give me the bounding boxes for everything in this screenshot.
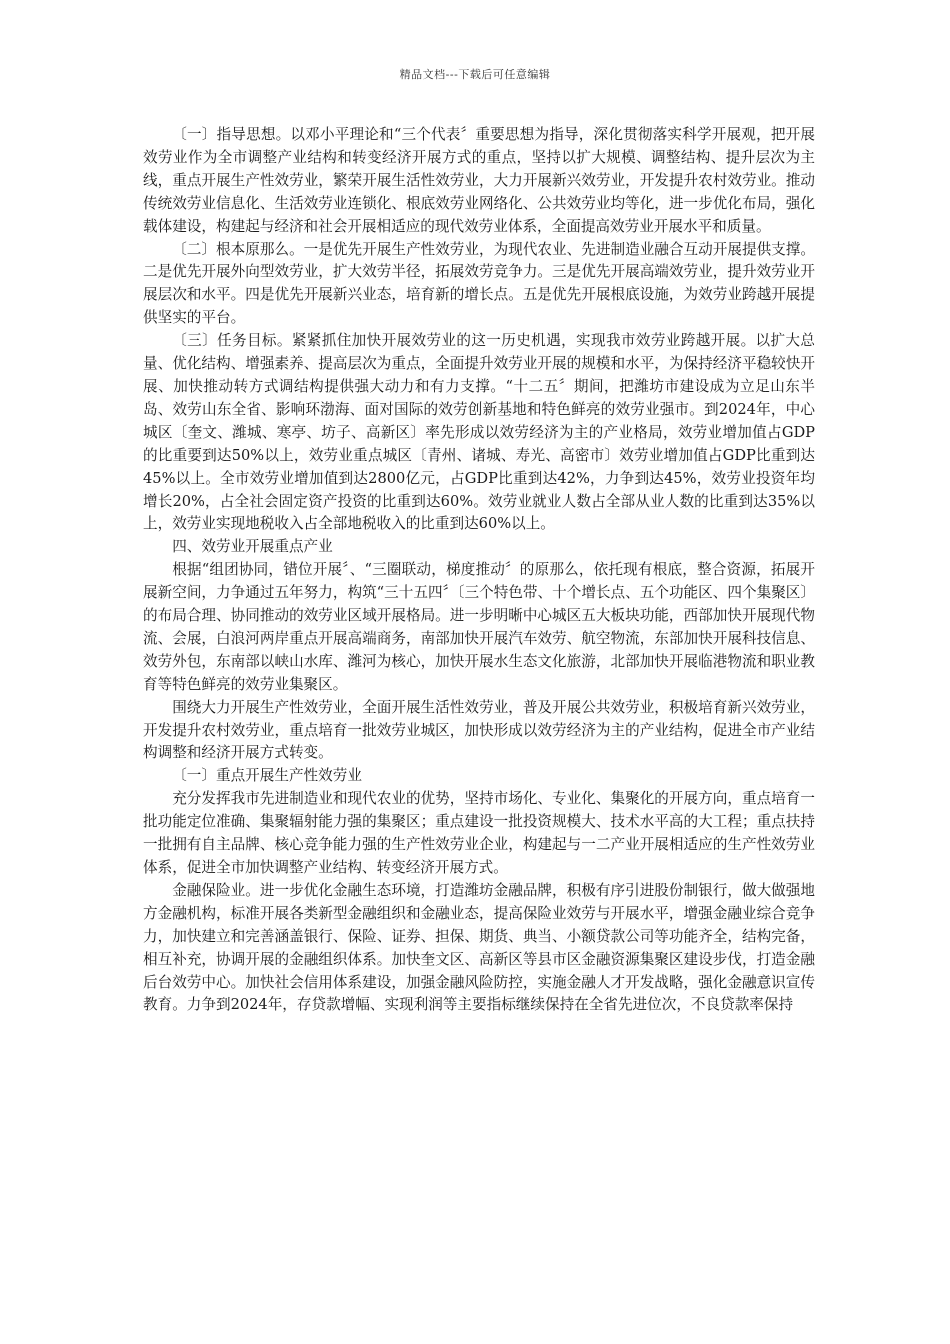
paragraph-producer-services: 充分发挥我市先进制造业和现代农业的优势，坚持市场化、专业化、集聚化的开展方向，重点培育一批功能定位准确、集聚辐射能力强的集聚区；重点建设一批投资规模大、技术水平高的大工程；重点扶持一批拥有自主品牌、核心竞争能力强的生产性效劳业企业，构建起与一二产业开展相适应的生产性效劳业体系，促进全市加快调整产业结构、转变经济开展方式。 [143, 790, 815, 876]
paragraph-basic-principles: 〔二〕根本原那么。一是优先开展生产性效劳业，为现代农业、先进制造业融合互动开展提供支撑。二是优先开展外向型效劳业，扩大效劳半径，拓展效劳竞争力。三是优先开展高端效劳业，提升效劳业开展层次和水平。四是优先开展新兴业态，培育新的增长点。五是优先开展根底设施，为效劳业跨越开展提供坚实的平台。 [143, 240, 815, 327]
page-header: 精品文档---下载后可任意编辑 [399, 68, 551, 81]
paragraph-guiding-thought: 〔一〕指导思想。以邓小平理论和“三个代表〞重要思想为指导，深化贯彻落实科学开展观，把开展效劳业作为全市调整产业结构和转变经济开展方式的重点，坚持以扩大规模、调整结构、提升层次为主线，重点开展生产性效劳业，繁荣开展生活性效劳业，大力开展新兴效劳业，开发提升农村效劳业。推动传统效劳业信息化、生活效劳业连锁化、根底效劳业网络化、公共效劳业均等化，进一步优化布局，强化载体建设，构建起与经济和社会开展相适应的现代效劳业体系，全面提高效劳业开展水平和质量。 [143, 126, 815, 235]
section-heading-key-industries: 四、效劳业开展重点产业 [172, 538, 333, 556]
paragraph-finance-insurance: 金融保险业。进一步优化金融生态环境，打造潍坊金融品牌，积极有序引进股份制银行，做大做强地方金融机构，标准开展各类新型金融组织和金融业态，提高保险业效劳与开展水平，增强金融业综合竞争力，加快建立和完善涵盖银行、保险、证券、担保、期货、典当、小额贷款公司等功能齐全，结构完备，相互补充，协调开展的金融组织体系。加快奎文区、高新区等县市区金融资源集聚区建设步伐，打造金融后台效劳中心。加快社会信用体系建设，加强金融风险防控，实施金融人才开发战略，强化金融意识宣传教育。力争到2024年，存贷款增幅、实现利润等主要指标继续保持在全省先进位次，不良贷款率保持 [143, 881, 815, 1014]
paragraph-regional-layout: 根据“组团协同，错位开展〞、“三圈联动，梯度推动〞的原那么，依托现有根底，整合资源，拓展开展新空间，力争通过五年努力，构筑“三十五四〞〔三个特色带、十个增长点、五个功能区、四个集聚区〕的布局合理、协同推动的效劳业区域开展格局。进一步明晰中心城区五大板块功能，西部加快开展现代物流、会展，白浪河两岸重点开展高端商务，南部加快开展汽车效劳、航空物流，东部加快开展科技信息、效劳外包，东南部以峡山水库、潍河为核心，加快开展水生态文化旅游，北部加快开展临港物流和职业教育等特色鲜亮的效劳业集聚区。 [143, 561, 815, 693]
paragraph-industry-structure: 围绕大力开展生产性效劳业，全面开展生活性效劳业，普及开展公共效劳业，积极培育新兴效劳业，开发提升农村效劳业，重点培育一批效劳业城区，加快形成以效劳经济为主的产业结构，促进全市产业结构调整和经济开展方式转变。 [143, 698, 815, 762]
subheading-producer-services: 〔一〕重点开展生产性效劳业 [172, 767, 362, 785]
paragraph-task-goals: 〔三〕任务目标。紧紧抓住加快开展效劳业的这一历史机遇，实现我市效劳业跨越开展。以扩大总量、优化结构、增强素养、提高层次为重点，全面提升效劳业开展的规模和水平，为保持经济平稳较快开展、加快推动转方式调结构提供强大动力和有力支撑。“十二五〞期间，把潍坊市建设成为立足山东半岛、效劳山东全省、影响环渤海、面对国际的效劳创新基地和特色鲜亮的效劳业强市。到2024年，中心城区〔奎文、潍城、寒亭、坊子、高新区〕率先形成以效劳经济为主的产业格局，效劳业增加值占GDP的比重要到达50%以上，效劳业重点城区〔青州、诸城、寿光、高密市〕效劳业增加值占GDP比重到达45%以上。全市效劳业增加值到达2800亿元，占GDP比重到达42%，力争到达45%，效劳业投资年均增长20%，占全社会固定资产投资的比重到达60%。效劳业就业人数占全部从业人数的比重到达35%以上，效劳业实现地税收入占全部地税收入的比重到达60%以上。 [143, 332, 815, 533]
document-body [143, 124, 815, 1017]
